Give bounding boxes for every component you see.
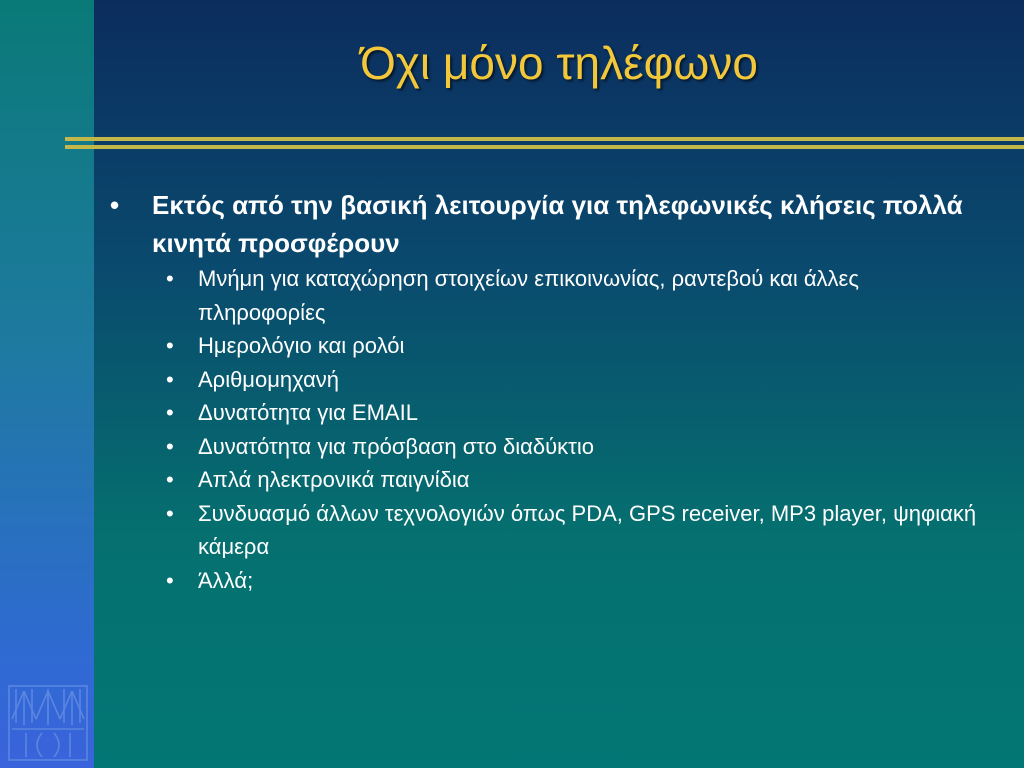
sub-bullet-item xyxy=(110,396,990,430)
bullet-icon: • xyxy=(166,400,174,425)
bullet-icon: • xyxy=(166,433,174,459)
university-logo-icon xyxy=(8,685,88,761)
sub-bullet-text: Δυνατότητα για πρόσβαση στο διαδύκτιο xyxy=(198,433,594,459)
sub-bullet-text: Συνδυασμό άλλων τεχνολογιών όπως PDA, GPS receiver, MP3 player, ψηφιακή κάμερα xyxy=(198,500,977,559)
sub-bullet-text: Ημερολόγιο και ρολόι xyxy=(198,333,405,358)
title-divider-top xyxy=(65,137,1024,141)
bullet-icon: • xyxy=(166,500,174,526)
sub-bullet-text: Αριθμομηχανή xyxy=(198,366,340,392)
sub-bullet-item xyxy=(110,363,990,397)
bullet-icon: • xyxy=(166,366,174,392)
bullet-icon: • xyxy=(166,266,174,291)
bullet-icon: • xyxy=(110,190,120,220)
left-accent-bar xyxy=(0,0,94,768)
slide-title: Όχι μόνο τηλέφωνο xyxy=(360,37,758,89)
sub-bullet-item xyxy=(110,329,990,363)
sub-bullet-item xyxy=(110,430,990,464)
main-bullet xyxy=(110,186,990,262)
sub-bullet-item xyxy=(110,262,990,329)
title-divider-bottom xyxy=(65,145,1024,149)
sub-bullet-text: Μνήμη για καταχώρηση στοιχείων επικοινωνίας, ραντεβού και άλλες πληροφορίες xyxy=(198,266,859,325)
sub-bullet-text: Δυνατότητα για EMAIL xyxy=(198,400,418,425)
sub-bullet-text: Απλά ηλεκτρονικά παιγνίδια xyxy=(198,467,470,492)
sub-bullet-text: Άλλά; xyxy=(198,567,254,593)
sub-bullet-item xyxy=(110,463,990,497)
sub-bullet-list xyxy=(110,262,990,597)
bullet-icon: • xyxy=(166,567,174,593)
bullet-icon: • xyxy=(166,467,174,492)
sub-bullet-item xyxy=(110,564,990,598)
slide-body xyxy=(110,186,990,597)
sub-bullet-item xyxy=(110,497,990,564)
main-bullet-text: Εκτός από την βασική λειτουργία για τηλεφωνικές κλήσεις πολλά κινητά προσφέρουν xyxy=(152,190,963,258)
bullet-icon: • xyxy=(166,333,174,358)
